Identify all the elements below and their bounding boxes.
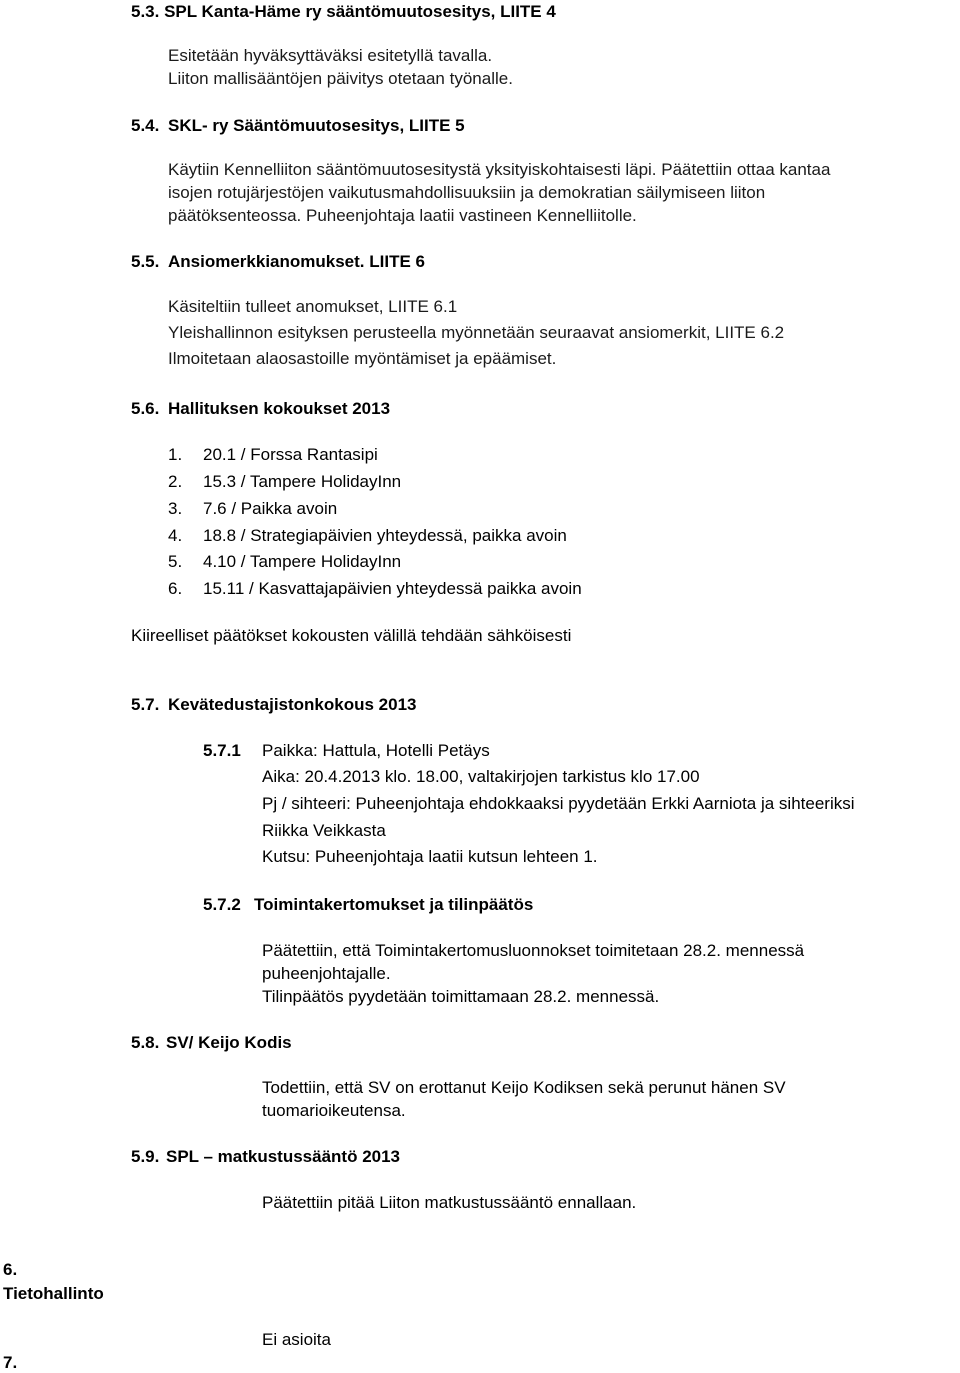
section-5-5-heading — [168, 252, 425, 272]
section-5-7-1-line-5: Kutsu: Puheenjohtaja laatii kutsun lehteen 1. — [262, 847, 598, 866]
meeting-text: 20.1 / Forssa Rantasipi — [203, 445, 378, 464]
section-5-4-heading: SKL- ry Sääntömuutosesitys, LIITE 5 — [168, 116, 465, 135]
section-5-8-line-2: tuomarioikeutensa. — [262, 1101, 406, 1120]
section-6-heading: Tietohallinto — [3, 1284, 104, 1303]
section-6-number: 6. — [3, 1260, 18, 1279]
section-5-7-2-heading: Toimintakertomukset ja tilinpäätös — [254, 895, 534, 914]
section-5-6-note: Kiireelliset päätökset kokousten välillä tehdään sähköisesti — [131, 626, 572, 645]
section-6-body: Ei asioita — [262, 1330, 331, 1349]
section-5-5-heading-title: Ansiomerkkianomukset. — [168, 252, 365, 271]
section-5-7-2-line-1: Päätettiin, että Toimintakertomusluonnokset toimitetaan 28.2. mennessä — [262, 941, 805, 960]
section-5-5-line-1: Käsiteltiin tulleet anomukset, LIITE 6.1 — [168, 297, 458, 316]
section-5-7-number: 5.7. — [131, 695, 160, 714]
section-5-5-line-2: Yleishallinnon esityksen perusteella myönnetään seuraavat ansiomerkit, LIITE 6.2 — [168, 323, 785, 342]
section-5-7-1-line-1: Paikka: Hattula, Hotelli Petäys — [262, 741, 490, 760]
section-5-9-number: 5.9. — [131, 1147, 160, 1166]
section-5-3-heading: 5.3. SPL Kanta-Häme ry sääntömuutosesitys, LIITE 4 — [131, 2, 556, 21]
section-5-4-line-2: isojen rotujärjestöjen vaikutusmahdollisuuksiin ja demokratian säilymiseen liiton — [168, 183, 766, 202]
meeting-text: 15.3 / Tampere HolidayInn — [203, 472, 402, 491]
section-5-6-number: 5.6. — [131, 399, 160, 418]
section-5-4-line-3: päätöksenteossa. Puheenjohtaja laatii vastineen Kennelliitolle. — [168, 206, 637, 225]
section-5-7-1-line-4: Riikka Veikkasta — [262, 821, 386, 840]
meeting-number: 2. — [168, 472, 183, 491]
section-5-7-2-number: 5.7.2 — [203, 895, 241, 914]
section-5-9-heading: SPL – matkustussääntö 2013 — [166, 1147, 401, 1166]
section-5-7-heading: Kevätedustajistonkokous 2013 — [168, 695, 417, 714]
section-5-8-heading: SV/ Keijo Kodis — [166, 1033, 292, 1052]
meeting-text: 18.8 / Strategiapäivien yhteydessä, paikka avoin — [203, 526, 567, 545]
section-5-4-line-1: Käytiin Kennelliiton sääntömuutosesitystä yksityiskohtaisesti läpi. Päätettiin ottaa kantaa — [168, 160, 831, 179]
section-5-7-2-line-3: Tilinpäätös pyydetään toimittamaan 28.2. mennessä. — [262, 987, 660, 1006]
meeting-text: 15.11 / Kasvattajapäivien yhteydessä paikka avoin — [203, 579, 582, 598]
section-5-6-heading: Hallituksen kokoukset 2013 — [168, 399, 391, 418]
section-5-5-number: 5.5. — [131, 252, 160, 271]
meeting-number: 1. — [168, 445, 183, 464]
section-7-number: 7. — [3, 1353, 18, 1372]
section-5-8-line-1: Todettiin, että SV on erottanut Keijo Kodiksen sekä perunut hänen SV — [262, 1078, 786, 1097]
meeting-number: 5. — [168, 552, 183, 571]
meeting-text: 7.6 / Paikka avoin — [203, 499, 338, 518]
section-5-7-1-line-3: Pj / sihteeri: Puheenjohtaja ehdokkaaksi pyydetään Erkki Aarniota ja sihteeriksi — [262, 794, 855, 813]
section-5-5-heading-suffix: LIITE 6 — [369, 252, 425, 271]
section-5-3-line-2: Liiton mallisääntöjen päivitys otetaan työnalle. — [168, 69, 513, 88]
meeting-text: 4.10 / Tampere HolidayInn — [203, 552, 402, 571]
section-5-8-number: 5.8. — [131, 1033, 160, 1052]
section-5-9-line: Päätettiin pitää Liiton matkustussääntö ennallaan. — [262, 1193, 637, 1212]
section-5-7-2-line-2: puheenjohtajalle. — [262, 964, 391, 983]
meeting-number: 4. — [168, 526, 183, 545]
section-5-7-1-number: 5.7.1 — [203, 741, 241, 760]
section-5-7-1-line-2: Aika: 20.4.2013 klo. 18.00, valtakirjojen tarkistus klo 17.00 — [262, 767, 700, 786]
section-5-5-line-3: Ilmoitetaan alaosastoille myöntämiset ja epäämiset. — [168, 349, 557, 368]
meeting-number: 3. — [168, 499, 183, 518]
meeting-number: 6. — [168, 579, 183, 598]
section-5-3-line-1: Esitetään hyväksyttäväksi esitetyllä tavalla. — [168, 46, 493, 65]
section-5-4-number: 5.4. — [131, 116, 160, 135]
